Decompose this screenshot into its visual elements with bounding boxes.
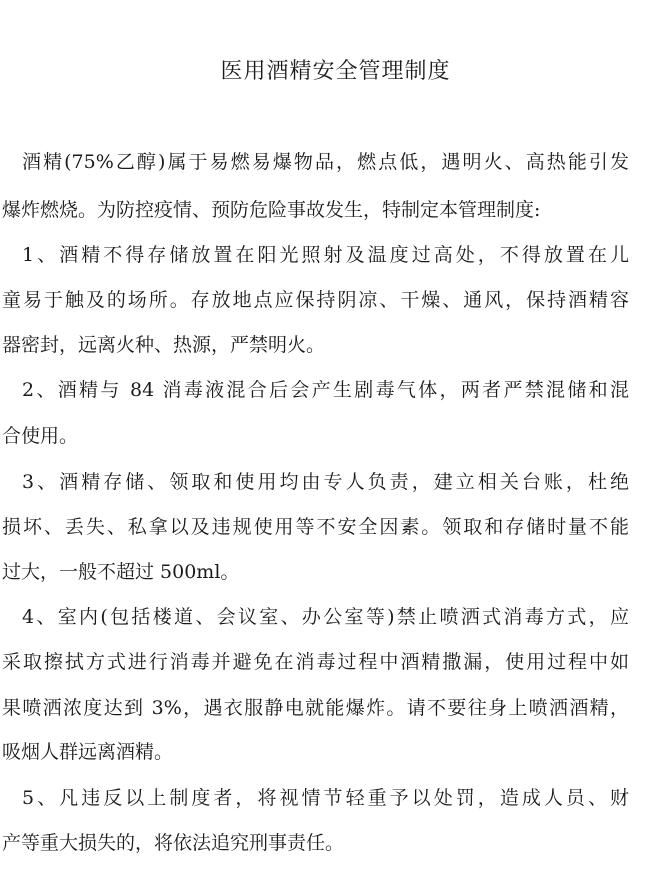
text-line xyxy=(2,650,629,674)
text-line-content: 器密封，远离火种、热源，严禁明火。 xyxy=(2,334,326,356)
text-line xyxy=(22,605,629,629)
text-line xyxy=(2,198,540,222)
text-line xyxy=(22,378,629,402)
text-line xyxy=(2,831,344,855)
text-line-content: 2、酒精与 84 消毒液混合后会产生剧毒气体，两者严禁混储和混 xyxy=(22,379,629,401)
text-line-content: 1、酒精不得存储放置在阳光照射及温度过高处，不得放置在儿 xyxy=(22,244,629,266)
text-line xyxy=(22,786,629,810)
text-line-content: 5、凡违反以上制度者，将视情节轻重予以处罚，造成人员、财 xyxy=(22,787,629,809)
text-line xyxy=(22,470,629,494)
text-line-content: 4、室内(包括楼道、会议室、办公室等)禁止喷洒式消毒方式，应 xyxy=(22,606,629,628)
text-line xyxy=(2,696,629,720)
text-line-content: 损坏、丢失、私拿以及违规使用等不安全因素。领取和存储时量不能 xyxy=(2,516,629,538)
text-line xyxy=(22,150,629,174)
text-line-content: 过大，一般不超过 500ml。 xyxy=(2,561,240,583)
text-line-content: 产等重大损失的，将依法追究刑事责任。 xyxy=(2,832,345,854)
text-line-content: 爆炸燃烧。为防控疫情、预防危险事故发生，特制定本管理制度: xyxy=(2,199,541,221)
text-line xyxy=(2,288,629,312)
text-line xyxy=(2,740,173,764)
page-title: 医用酒精安全管理制度 xyxy=(220,59,451,84)
text-line-content: 吸烟人群远离酒精。 xyxy=(2,741,174,763)
text-line-content: 童易于触及的场所。存放地点应保持阴凉、干燥、通风，保持酒精容 xyxy=(2,289,629,311)
text-line xyxy=(22,243,629,267)
text-line xyxy=(2,424,78,448)
text-line xyxy=(2,560,239,584)
text-line-content: 3、酒精存储、领取和使用均由专人负责，建立相关台账，杜绝 xyxy=(22,471,629,493)
text-line xyxy=(2,515,629,539)
text-line-content: 酒精(75%乙醇)属于易燃易爆物品，燃点低，遇明火、高热能引发 xyxy=(22,151,629,173)
text-line-content: 果喷洒浓度达到 3%，遇衣服静电就能爆炸。请不要往身上喷洒酒精， xyxy=(2,697,629,719)
text-line-content: 合使用。 xyxy=(2,425,79,447)
text-line xyxy=(2,333,325,357)
text-line-content: 采取擦拭方式进行消毒并避免在消毒过程中酒精撒漏，使用过程中如 xyxy=(2,651,629,673)
